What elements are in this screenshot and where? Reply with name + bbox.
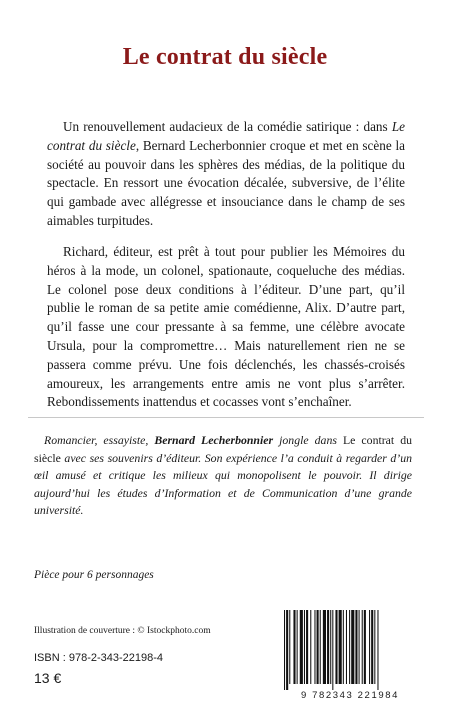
- barcode-bars: [278, 608, 422, 692]
- book-title: Le contrat du siècle: [122, 44, 328, 70]
- barcode-digits: 9 782343 221984: [301, 690, 399, 701]
- summary-text-end: , Bernard Lecherbonnier croque et met en scène la société au pouvoir dans les sphères des médias, de la politique du spectacle. En ressort une évocation décalée, subversive, de l’élite qui gambade avec allégresse et insouciance dans le champ de ses aimables turpitudes.: [47, 137, 405, 228]
- bio-text-3: avec ses souvenirs d’éditeur. Son expérience l’a conduit à regarder d’un œil amusé et critique les milieux qui monopolisent le pouvoir. Il dirige aujourd’hui les études d’Information et de Communication d’une grande université.: [34, 450, 412, 517]
- bio-book-title: Le contrat du siècle: [34, 433, 413, 465]
- cover-credit: Illustration de couverture : © Istockphoto.com: [34, 626, 211, 636]
- summary-book-title: Le contrat du siècle: [47, 119, 405, 153]
- bio-author-name: Bernard Lecherbonnier: [154, 433, 274, 447]
- bio-text-1: Romancier, essayiste,: [44, 433, 155, 447]
- divider: [28, 417, 424, 418]
- summary-paragraph-1: [47, 118, 405, 231]
- isbn: ISBN : 978-2-343-22198-4: [34, 652, 164, 664]
- price: 13 €: [34, 670, 62, 686]
- bio-text-2: jongle dans: [273, 433, 343, 447]
- summary-paragraph-2: Richard, éditeur, est prêt à tout pour publier les Mémoires du héros à la mode, un colonel, spationaute, coqueluche des médias. Le colonel pose deux conditions à l’éditeur. D’une part, qu’il publie le roman de sa petite amie comédienne, Alix. D’autre part, qu’il fasse une cour pressante à sa femme, une célèbre avocate Ursula, pour la compromettre… Mais naturellement rien ne se passera comme prévu. Une fois déclenchés, les chassés-croisés amoureux, les arrangements entre amis ne vont plus s’arrêter. Rebondissements inattendus et cocasses vont s’enchaîner.: [47, 244, 405, 410]
- barcode: [278, 608, 422, 704]
- author-bio: [34, 432, 412, 520]
- cast-note: Pièce pour 6 personnages: [34, 569, 154, 581]
- summary-text-start: Un renouvellement audacieux de la comédie satirique : dans: [63, 119, 392, 134]
